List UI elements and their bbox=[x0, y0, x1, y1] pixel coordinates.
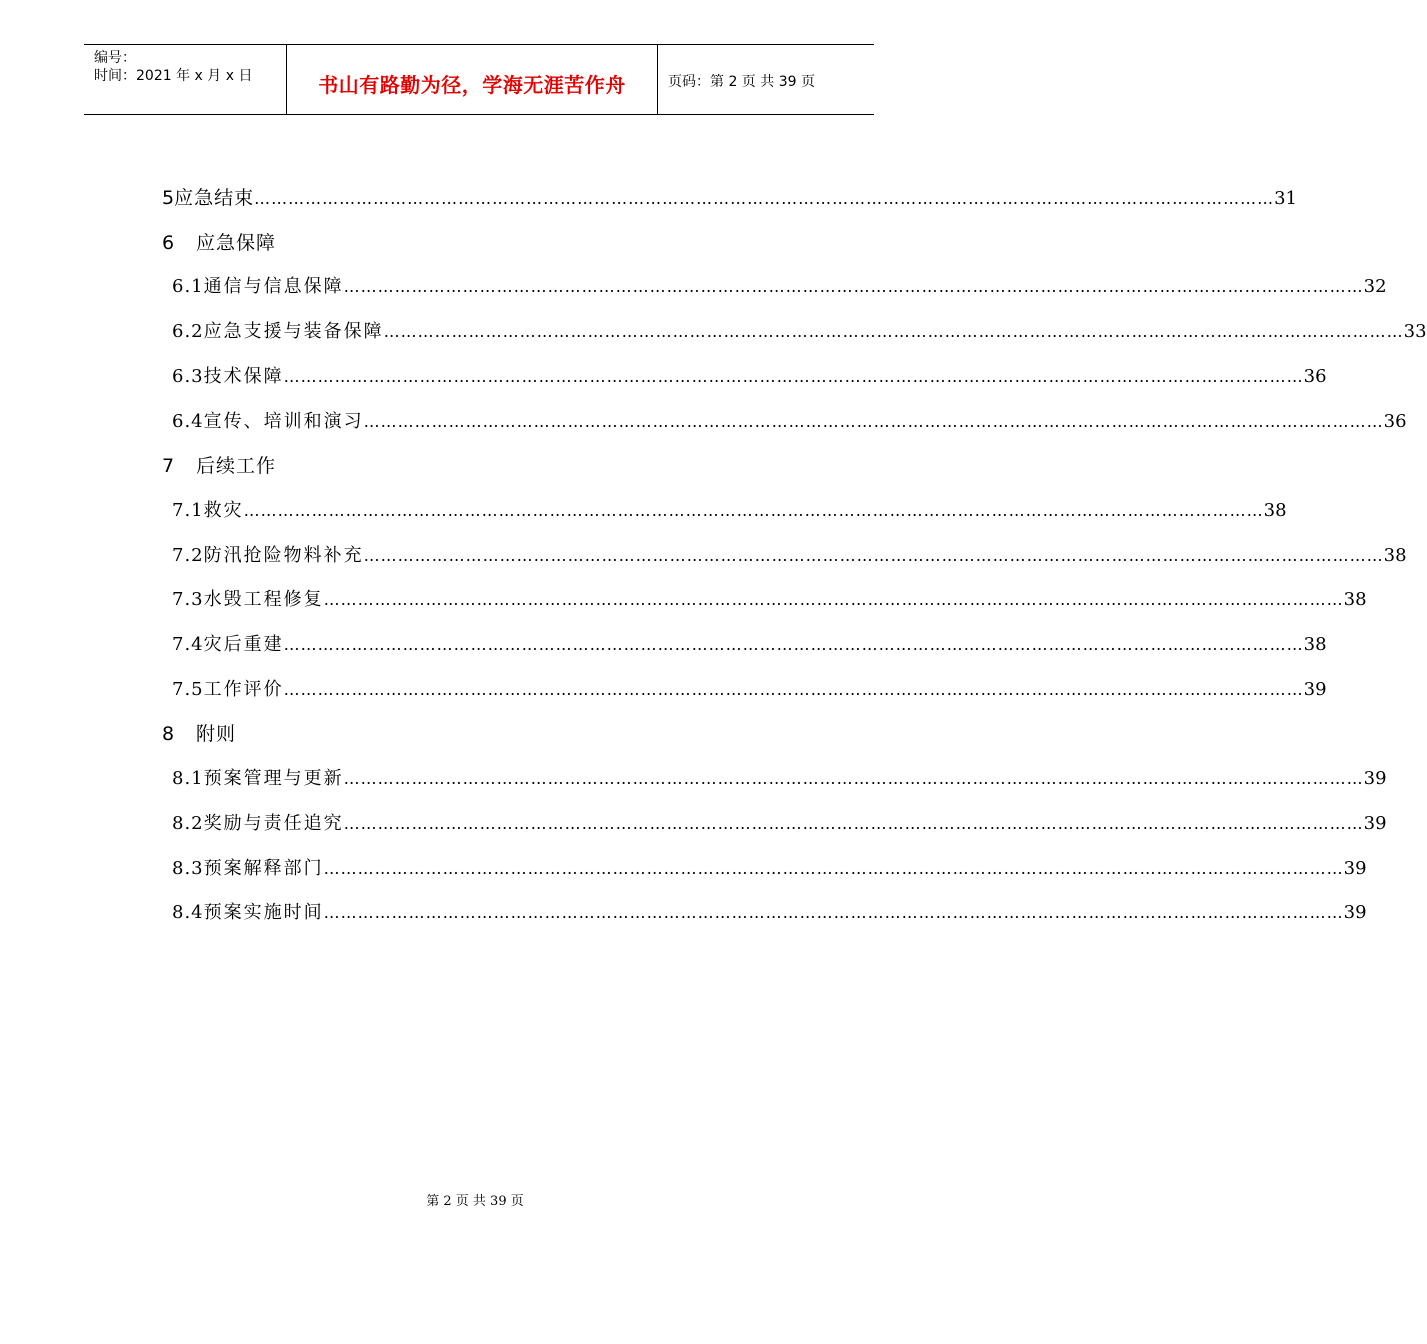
toc-entry-title: 灾后重建 bbox=[203, 634, 284, 655]
page-footer: 第 2 页 共 39 页 bbox=[426, 1194, 524, 1209]
toc-dot-leader: ……………………………………………………………………………………………………………………………………………………………… bbox=[343, 277, 1364, 296]
toc-entry[interactable] bbox=[162, 719, 818, 747]
toc-entry-number: 6.1 bbox=[172, 276, 204, 297]
toc-entry-number: 8.1 bbox=[172, 768, 204, 789]
toc-entry-title: 宣传、培训和演习 bbox=[203, 411, 364, 432]
toc-entry[interactable] bbox=[172, 272, 1387, 300]
toc-entry-number: 7.2 bbox=[172, 545, 204, 566]
toc-dot-leader: ……………………………………………………………………………………………………………………………………………………………… bbox=[343, 814, 1364, 833]
toc-entry-page: 31 bbox=[1274, 188, 1298, 209]
toc-entry-title: 奖励与责任追究 bbox=[203, 813, 344, 834]
toc-entry-title: 水毁工程修复 bbox=[203, 589, 324, 610]
toc-entry-page: 38 bbox=[1263, 500, 1287, 521]
toc-entry-title: 技术保障 bbox=[203, 366, 284, 387]
page-header bbox=[84, 44, 874, 115]
toc-entry-number: 6.3 bbox=[172, 366, 204, 387]
toc-dot-leader: ……………………………………………………………………………………………………………………………………………………………… bbox=[254, 189, 1275, 208]
toc-entry[interactable] bbox=[172, 898, 1367, 926]
toc-entry-title: 工作评价 bbox=[203, 679, 284, 700]
toc-entry[interactable] bbox=[172, 541, 1407, 569]
toc-entry-title: 救灾 bbox=[203, 500, 244, 521]
toc-entry-number: 6.4 bbox=[172, 411, 204, 432]
toc-entry[interactable] bbox=[162, 228, 818, 256]
toc-dot-leader: ……………………………………………………………………………………………………………………………………………………………… bbox=[363, 546, 1384, 565]
toc-dot-leader: ……………………………………………………………………………………………………………………………………………………………… bbox=[243, 501, 1264, 520]
toc-entry-title: 预案解释部门 bbox=[203, 858, 324, 879]
toc-entry-page: 39 bbox=[1343, 858, 1367, 879]
toc-entry-number: 7.4 bbox=[172, 634, 204, 655]
toc-entry-title: 应急结束 bbox=[174, 187, 255, 209]
toc-entry[interactable] bbox=[172, 496, 1287, 524]
toc-entry-number: 8.2 bbox=[172, 813, 204, 834]
toc-entry-title: 应急支援与装备保障 bbox=[203, 321, 384, 342]
toc-entry[interactable] bbox=[172, 407, 1407, 435]
toc-entry[interactable] bbox=[172, 809, 1387, 837]
header-info-cell bbox=[84, 45, 287, 114]
toc-dot-leader: ……………………………………………………………………………………………………………………………………………………………… bbox=[323, 903, 1344, 922]
toc-entry-number: 7.3 bbox=[172, 589, 204, 610]
toc-entry[interactable] bbox=[172, 854, 1367, 882]
toc-entry-page: 39 bbox=[1363, 768, 1387, 789]
toc-dot-leader: ……………………………………………………………………………………………………………………………………………………………… bbox=[343, 769, 1364, 788]
toc-entry-title: 预案管理与更新 bbox=[203, 768, 344, 789]
toc-entry[interactable] bbox=[162, 451, 818, 479]
toc-dot-leader: ……………………………………………………………………………………………………………………………………………………………… bbox=[283, 680, 1304, 699]
toc-entry-number: 7 bbox=[162, 455, 175, 477]
toc-entry-page: 39 bbox=[1303, 679, 1327, 700]
toc-entry-number: 8.4 bbox=[172, 902, 204, 923]
header-motto-cell bbox=[287, 45, 658, 114]
toc-entry-title: 附则 bbox=[196, 723, 237, 745]
toc-entry-number: 7.1 bbox=[172, 500, 204, 521]
toc-entry-page: 36 bbox=[1303, 366, 1327, 387]
toc-entry[interactable] bbox=[172, 585, 1367, 613]
toc-entry-page: 33 bbox=[1403, 321, 1427, 342]
document-date: 时间：2021 年 x 月 x 日 bbox=[94, 68, 253, 84]
toc-dot-leader: ……………………………………………………………………………………………………………………………………………………………… bbox=[323, 859, 1344, 878]
toc-entry[interactable] bbox=[172, 362, 1327, 390]
header-page-info: 页码：第 2 页 共 39 页 bbox=[668, 74, 815, 90]
toc-entry-title: 应急保障 bbox=[196, 232, 277, 254]
toc-dot-leader: ……………………………………………………………………………………………………………………………………………………………… bbox=[283, 367, 1304, 386]
toc-entry-page: 38 bbox=[1343, 589, 1367, 610]
toc-entry-number: 6.2 bbox=[172, 321, 204, 342]
toc-entry-title: 后续工作 bbox=[196, 455, 277, 477]
toc-entry[interactable] bbox=[172, 317, 1427, 345]
toc-entry[interactable] bbox=[162, 183, 1298, 211]
toc-entry-page: 38 bbox=[1303, 634, 1327, 655]
toc-entry-number: 8.3 bbox=[172, 858, 204, 879]
document-code-label: 编号： bbox=[94, 50, 136, 66]
toc-entry-title: 防汛抢险物料补充 bbox=[203, 545, 364, 566]
toc-entry[interactable] bbox=[172, 675, 1327, 703]
toc-entry-page: 32 bbox=[1363, 276, 1387, 297]
toc-dot-leader: ……………………………………………………………………………………………………………………………………………………………… bbox=[323, 590, 1344, 609]
toc-entry-page: 36 bbox=[1383, 411, 1407, 432]
toc-entry-title: 预案实施时间 bbox=[203, 902, 324, 923]
header-page-cell bbox=[658, 45, 874, 114]
toc-entry[interactable] bbox=[172, 630, 1327, 658]
toc-entry-page: 39 bbox=[1363, 813, 1387, 834]
toc-entry-number: 6 bbox=[162, 232, 175, 254]
toc-entry-page: 38 bbox=[1383, 545, 1407, 566]
toc-dot-leader: ……………………………………………………………………………………………………………………………………………………………… bbox=[283, 635, 1304, 654]
toc-dot-leader: ……………………………………………………………………………………………………………………………………………………………… bbox=[383, 322, 1404, 341]
toc-entry-number: 5 bbox=[162, 187, 175, 209]
toc-entry-page: 39 bbox=[1343, 902, 1367, 923]
toc-entry-number: 7.5 bbox=[172, 679, 204, 700]
toc-entry-title: 通信与信息保障 bbox=[203, 276, 344, 297]
toc-entry[interactable] bbox=[172, 764, 1387, 792]
header-motto: 书山有路勤为径，学海无涯苦作舟 bbox=[318, 73, 626, 97]
toc-entry-number: 8 bbox=[162, 723, 175, 745]
toc-dot-leader: ……………………………………………………………………………………………………………………………………………………………… bbox=[363, 412, 1384, 431]
